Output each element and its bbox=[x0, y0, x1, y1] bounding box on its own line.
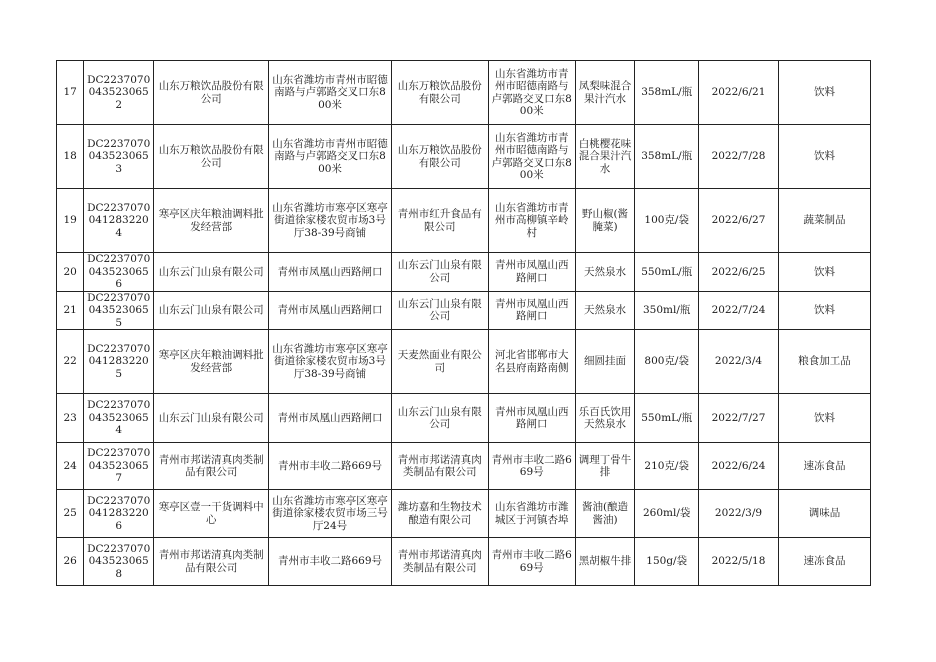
cell-no: 21 bbox=[57, 291, 84, 330]
cell-sampled-unit-address: 山东省潍坊市青州市高柳镇辛岭村 bbox=[488, 189, 575, 253]
cell-sampled-unit: 青州市邦诺清真肉类制品有限公司 bbox=[391, 538, 488, 586]
cell-category: 饮料 bbox=[778, 291, 870, 330]
cell-producer: 山东云门山泉有限公司 bbox=[154, 253, 269, 292]
cell-sampled-unit: 山东万粮饮品股份有限公司 bbox=[391, 125, 488, 189]
cell-producer: 青州市邦诺清真肉类制品有限公司 bbox=[154, 538, 269, 586]
table-row bbox=[57, 253, 871, 292]
cell-product-name: 乐百氏饮用天然泉水 bbox=[575, 394, 635, 443]
cell-no: 23 bbox=[57, 394, 84, 443]
cell-category: 蔬菜制品 bbox=[778, 189, 870, 253]
cell-date: 2022/7/27 bbox=[699, 394, 779, 443]
cell-date: 2022/7/28 bbox=[699, 125, 779, 189]
cell-spec: 350ml/瓶 bbox=[635, 291, 699, 330]
cell-category: 调味品 bbox=[778, 490, 870, 538]
cell-sampled-unit: 青州市邦诺清真肉类制品有限公司 bbox=[391, 443, 488, 490]
cell-sampled-unit-address: 青州市丰收二路669号 bbox=[488, 443, 575, 490]
cell-category: 速冻食品 bbox=[778, 538, 870, 586]
table-row bbox=[57, 125, 871, 189]
cell-no: 17 bbox=[57, 61, 84, 125]
cell-date: 2022/5/18 bbox=[699, 538, 779, 586]
cell-date: 2022/6/24 bbox=[699, 443, 779, 490]
sampling-table bbox=[56, 60, 871, 586]
cell-producer-address: 山东省潍坊市青州市昭德南路与卢郭路交叉口东800米 bbox=[269, 61, 391, 125]
cell-sampled-unit-address: 山东省潍坊市青州市昭德南路与卢郭路交叉口东800米 bbox=[488, 61, 575, 125]
cell-spec: 550mL/瓶 bbox=[635, 253, 699, 292]
cell-sample-code: DC22370700435230656 bbox=[84, 253, 154, 292]
cell-producer: 寒亭区壹一干货调料中心 bbox=[154, 490, 269, 538]
cell-sampled-unit: 山东万粮饮品股份有限公司 bbox=[391, 61, 488, 125]
cell-producer: 山东云门山泉有限公司 bbox=[154, 394, 269, 443]
cell-category: 粮食加工品 bbox=[778, 330, 870, 394]
cell-producer: 山东云门山泉有限公司 bbox=[154, 291, 269, 330]
cell-producer: 山东万粮饮品股份有限公司 bbox=[154, 61, 269, 125]
cell-date: 2022/7/24 bbox=[699, 291, 779, 330]
cell-date: 2022/6/27 bbox=[699, 189, 779, 253]
cell-category: 饮料 bbox=[778, 253, 870, 292]
cell-spec: 260ml/袋 bbox=[635, 490, 699, 538]
cell-sample-code: DC22370700435230655 bbox=[84, 291, 154, 330]
cell-sample-code: DC22370700435230657 bbox=[84, 443, 154, 490]
cell-no: 25 bbox=[57, 490, 84, 538]
table-row bbox=[57, 330, 871, 394]
cell-spec: 358mL/瓶 bbox=[635, 125, 699, 189]
cell-sampled-unit-address: 青州市丰收二路669号 bbox=[488, 538, 575, 586]
cell-sampled-unit: 青州市红升食品有限公司 bbox=[391, 189, 488, 253]
cell-producer: 寒亭区庆年粮油调料批发经营部 bbox=[154, 330, 269, 394]
cell-no: 22 bbox=[57, 330, 84, 394]
cell-product-name: 白桃樱花味混合果汁汽水 bbox=[575, 125, 635, 189]
cell-sampled-unit: 山东云门山泉有限公司 bbox=[391, 253, 488, 292]
table-row bbox=[57, 291, 871, 330]
cell-date: 2022/3/9 bbox=[699, 490, 779, 538]
cell-spec: 100克/袋 bbox=[635, 189, 699, 253]
cell-sample-code: DC22370700435230654 bbox=[84, 394, 154, 443]
cell-producer: 寒亭区庆年粮油调料批发经营部 bbox=[154, 189, 269, 253]
table-row bbox=[57, 490, 871, 538]
cell-product-name: 酱油(酿造酱油) bbox=[575, 490, 635, 538]
table-body bbox=[57, 61, 871, 586]
cell-product-name: 野山椒(酱腌菜) bbox=[575, 189, 635, 253]
cell-sampled-unit-address: 河北省邯郸市大名县府南路南侧 bbox=[488, 330, 575, 394]
cell-category: 饮料 bbox=[778, 394, 870, 443]
cell-producer-address: 青州市凤凰山西路闸口 bbox=[269, 291, 391, 330]
cell-sampled-unit-address: 山东省潍坊市潍城区于河镇杏埠 bbox=[488, 490, 575, 538]
cell-sampled-unit-address: 青州市凤凰山西路闸口 bbox=[488, 394, 575, 443]
cell-product-name: 黑胡椒牛排 bbox=[575, 538, 635, 586]
cell-category: 饮料 bbox=[778, 61, 870, 125]
cell-product-name: 细圆挂面 bbox=[575, 330, 635, 394]
cell-no: 19 bbox=[57, 189, 84, 253]
cell-spec: 800克/袋 bbox=[635, 330, 699, 394]
cell-sampled-unit: 潍坊嘉和生物技术酿造有限公司 bbox=[391, 490, 488, 538]
cell-producer: 青州市邦诺清真肉类制品有限公司 bbox=[154, 443, 269, 490]
table-row bbox=[57, 394, 871, 443]
cell-product-name: 凤梨味混合果汁汽水 bbox=[575, 61, 635, 125]
cell-producer-address: 山东省潍坊市寒亭区寒亭街道徐家楼农贸市场3号厅38-39号商铺 bbox=[269, 330, 391, 394]
cell-no: 18 bbox=[57, 125, 84, 189]
cell-sample-code: DC22370700412832206 bbox=[84, 490, 154, 538]
cell-producer-address: 山东省潍坊市寒亭区寒亭街道徐家楼农贸市场三号厅24号 bbox=[269, 490, 391, 538]
table-row bbox=[57, 189, 871, 253]
cell-no: 20 bbox=[57, 253, 84, 292]
cell-no: 26 bbox=[57, 538, 84, 586]
cell-producer: 山东万粮饮品股份有限公司 bbox=[154, 125, 269, 189]
cell-sampled-unit: 山东云门山泉有限公司 bbox=[391, 291, 488, 330]
table-row bbox=[57, 61, 871, 125]
cell-sample-code: DC22370700435230652 bbox=[84, 61, 154, 125]
cell-product-name: 天然泉水 bbox=[575, 253, 635, 292]
cell-spec: 358mL/瓶 bbox=[635, 61, 699, 125]
cell-sampled-unit: 天麦然面业有限公司 bbox=[391, 330, 488, 394]
cell-no: 24 bbox=[57, 443, 84, 490]
cell-sample-code: DC22370700435230658 bbox=[84, 538, 154, 586]
cell-product-name: 天然泉水 bbox=[575, 291, 635, 330]
cell-product-name: 调理丁骨牛排 bbox=[575, 443, 635, 490]
cell-producer-address: 青州市凤凰山西路闸口 bbox=[269, 394, 391, 443]
cell-producer-address: 青州市凤凰山西路闸口 bbox=[269, 253, 391, 292]
cell-spec: 550mL/瓶 bbox=[635, 394, 699, 443]
cell-date: 2022/6/21 bbox=[699, 61, 779, 125]
cell-spec: 150g/袋 bbox=[635, 538, 699, 586]
cell-sample-code: DC22370700412832205 bbox=[84, 330, 154, 394]
cell-category: 速冻食品 bbox=[778, 443, 870, 490]
cell-spec: 210克/袋 bbox=[635, 443, 699, 490]
cell-sampled-unit-address: 青州市凤凰山西路闸口 bbox=[488, 291, 575, 330]
cell-sampled-unit-address: 青州市凤凰山西路闸口 bbox=[488, 253, 575, 292]
table-row bbox=[57, 443, 871, 490]
cell-sample-code: DC22370700412832204 bbox=[84, 189, 154, 253]
cell-date: 2022/3/4 bbox=[699, 330, 779, 394]
cell-producer-address: 青州市丰收二路669号 bbox=[269, 443, 391, 490]
cell-producer-address: 山东省潍坊市青州市昭德南路与卢郭路交叉口东800米 bbox=[269, 125, 391, 189]
cell-sampled-unit-address: 山东省潍坊市青州市昭德南路与卢郭路交叉口东800米 bbox=[488, 125, 575, 189]
cell-producer-address: 山东省潍坊市寒亭区寒亭街道徐家楼农贸市场3号厅38-39号商铺 bbox=[269, 189, 391, 253]
table-row bbox=[57, 538, 871, 586]
cell-sample-code: DC22370700435230653 bbox=[84, 125, 154, 189]
cell-producer-address: 青州市丰收二路669号 bbox=[269, 538, 391, 586]
cell-sampled-unit: 山东云门山泉有限公司 bbox=[391, 394, 488, 443]
cell-category: 饮料 bbox=[778, 125, 870, 189]
cell-date: 2022/6/25 bbox=[699, 253, 779, 292]
